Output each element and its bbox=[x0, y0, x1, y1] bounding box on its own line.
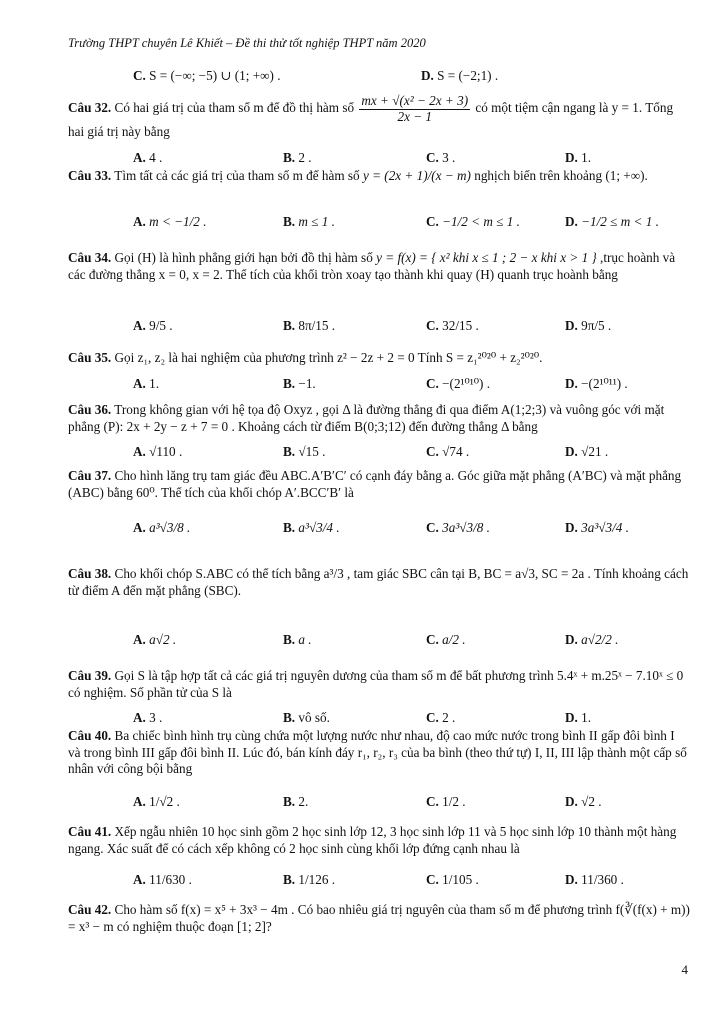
option-a: A. 4 . bbox=[133, 150, 163, 165]
options-37 bbox=[133, 520, 693, 544]
option-c: C. 32/15 . bbox=[426, 318, 479, 333]
option-d: D. 11/360 . bbox=[565, 872, 624, 887]
page-header: Trường THPT chuyên Lê Khiết – Đề thi thử tốt nghiệp THPT năm 2020 bbox=[68, 36, 426, 50]
option-b: B. 8π/15 . bbox=[283, 318, 336, 333]
options-33 bbox=[133, 214, 693, 238]
page-number: 4 bbox=[681, 962, 688, 977]
option-d: D. a√2/2 . bbox=[565, 632, 619, 647]
question-37: Câu 37. Cho hình lăng trụ tam giác đều ABC.A′B′C′ có cạnh đáy bằng a. Góc giữa mặt phẳng (A′BC) và mặt phẳng (ABC) bằng 60⁰. Thể tích của khối chóp A′.BCC′B′ là bbox=[68, 468, 682, 500]
question-35: Câu 35. Gọi z₁, z₂ là hai nghiệm của phương trình z² − 2z + 2 = 0 Tính S = z₁²⁰²⁰ + z₂²⁰²⁰. bbox=[68, 350, 543, 365]
option-c: C. a/2 . bbox=[426, 632, 466, 647]
option-b: B. a . bbox=[283, 632, 312, 647]
option-d: D. 1. bbox=[565, 150, 592, 165]
question-33: Câu 33. Tìm tất cả các giá trị của tham số m để hàm số y = (2x + 1)/(x − m) nghịch biến trên khoảng (1; +∞). bbox=[68, 168, 648, 183]
question-41: Câu 41. Xếp ngẫu nhiên 10 học sinh gồm 2 học sinh lớp 12, 3 học sinh lớp 11 và 5 học sinh lớp 10 thành một hàng ngang. Xác suất để có cách xếp không có 2 học sinh cùng khối lớp đứng cạnh nhau là bbox=[68, 824, 677, 856]
option-c: C. 1/105 . bbox=[426, 872, 479, 887]
option-a: A. 1/√2 . bbox=[133, 794, 180, 809]
option-d: D. 9π/5 . bbox=[565, 318, 612, 333]
question-42: Câu 42. Cho hàm số f(x) = x⁵ + 3x³ − 4m . Có bao nhiêu giá trị nguyên của tham số m để phương trình f(∛(f(x) + m)) = x³ − m có nghiệm thuộc đoạn [1; 2]? bbox=[68, 902, 690, 934]
option-d: D. −1/2 ≤ m < 1 . bbox=[565, 214, 659, 229]
option-c: C. 3 . bbox=[426, 150, 456, 165]
question-39: Câu 39. Gọi S là tập hợp tất cả các giá trị nguyên dương của tham số m để bất phương trình 5.4ˣ + m.25ˣ − 7.10ˣ ≤ 0 có nghiệm. Số phần tử của S là bbox=[68, 668, 684, 700]
option-a: A. 1. bbox=[133, 376, 160, 391]
option-a: A. a√2 . bbox=[133, 632, 177, 647]
option-d: D. √2 . bbox=[565, 794, 602, 809]
options-36 bbox=[133, 444, 693, 468]
option-b: B. 2. bbox=[283, 794, 309, 809]
options-34 bbox=[133, 318, 693, 342]
option-a: A. m < −1/2 . bbox=[133, 214, 207, 229]
question-36: Câu 36. Trong không gian với hệ tọa độ Oxyz , gọi Δ là đường thẳng đi qua điểm A(1;2;3) và vuông góc với mặt phẳng (P): 2x + 2y − z + 7 = 0 . Khoảng cách từ điểm B(0;3;12) đến đường thẳng Δ bằng bbox=[68, 402, 665, 434]
question-32: Câu 32. Có hai giá trị của tham số m để đồ thị hàm số $\frac{\text{mx + √(x² − 2x + 3)}}{2x - 1}$ có một tiệm cận ngang là y = 1. Tổng hai giá trị này bằng bbox=[68, 93, 674, 140]
option-b: B. 1/126 . bbox=[283, 872, 336, 887]
option-a: A. 9/5 . bbox=[133, 318, 173, 333]
option-d: D. 3a³√3/4 . bbox=[565, 520, 629, 535]
option-a: A. 3 . bbox=[133, 710, 163, 725]
option-a: A. a³√3/8 . bbox=[133, 520, 191, 535]
option-c: C. 2 . bbox=[426, 710, 456, 725]
question-40: Câu 40. Ba chiếc bình hình trụ cùng chứa một lượng nước như nhau, độ cao mức nước trong bình II gấp đôi bình I và trong bình III gấp đôi bình II. Lúc đó, bán kính đáy r₁, r₂, r₃ của ba bình (theo thứ tự) I, II, III lập thành một cấp số nhân với công bội bằng bbox=[68, 728, 687, 776]
option-b: B. a³√3/4 . bbox=[283, 520, 340, 535]
option-b: B. 2 . bbox=[283, 150, 312, 165]
option-a: A. 11/630 . bbox=[133, 872, 192, 887]
option-a: A. √110 . bbox=[133, 444, 183, 459]
option-b: B. vô số. bbox=[283, 710, 330, 725]
option-c: C. √74 . bbox=[426, 444, 470, 459]
formula-32: $\frac{\text{mx + √(x² − 2x + 3)}}{2x - 1}$ bbox=[361, 93, 469, 124]
option-c: C. 3a³√3/8 . bbox=[426, 520, 490, 535]
option-c: C. −(2¹⁰¹⁰) . bbox=[426, 376, 491, 391]
option-b: B. m ≤ 1 . bbox=[283, 214, 335, 229]
options-35 bbox=[133, 376, 693, 400]
option-d: D. −(2¹⁰¹¹) . bbox=[565, 376, 628, 391]
option-b: B. √15 . bbox=[283, 444, 326, 459]
option-d: D. √21 . bbox=[565, 444, 609, 459]
option-d: D. 1. bbox=[565, 710, 592, 725]
option-c: C. −1/2 < m ≤ 1 . bbox=[426, 214, 520, 229]
option-c: C. S = (−∞; −5) ∪ (1; +∞) . bbox=[133, 68, 281, 83]
option-d: D. S = (−2;1) . bbox=[421, 68, 499, 83]
options-41 bbox=[133, 872, 693, 896]
options-40 bbox=[133, 794, 693, 818]
option-b: B. −1. bbox=[283, 376, 316, 391]
options-38 bbox=[133, 632, 693, 656]
option-c: C. 1/2 . bbox=[426, 794, 466, 809]
question-34: Câu 34. Gọi (H) là hình phẳng giới hạn bởi đồ thị hàm số y = f(x) = { x² khi x ≤ 1 ; 2 − x khi x > 1 } ,trục hoành và các đường thẳng x = 0, x = 2. Thể tích của khối tròn xoay tạo thành khi quay (H) quanh trục hoành bằng bbox=[68, 250, 676, 282]
question-38: Câu 38. Cho khối chóp S.ABC có thể tích bằng a³/3 , tam giác SBC cân tại B, BC = a√3, SC = 2a . Tính khoảng cách từ điểm A đến mặt phẳng (SBC). bbox=[68, 566, 689, 598]
prev-options bbox=[133, 68, 693, 92]
